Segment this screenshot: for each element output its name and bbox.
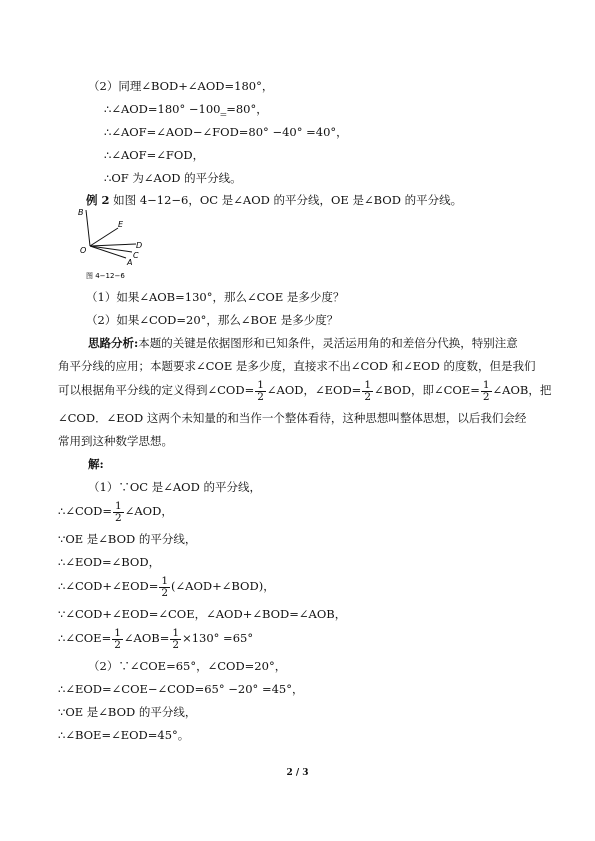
fraction-half: $\frac{1}{2}$ <box>257 378 264 403</box>
prev-line-5: ∴OF 为∠AOD 的平分线。 <box>104 171 242 185</box>
prev-line-2: ∴∠AOD=180° −100‗=80°， <box>104 102 268 116</box>
solution-text-7a: ∴∠COE= <box>58 631 112 645</box>
solution-line-6: ∵∠COD+∠EOD=∠COE，∠AOD+∠BOD=∠AOB， <box>58 607 347 621</box>
solution-text-2a: ∴∠COD= <box>58 504 113 518</box>
fraction-half: $\frac{1}{2}$ <box>482 378 490 403</box>
analysis-text-3c: ∠BOD，即∠COE= <box>374 383 480 397</box>
ray-oa <box>90 246 126 258</box>
example-label: 例 2 <box>86 193 110 207</box>
fraction-half: $\frac{1}{2}$ <box>172 626 180 651</box>
analysis-text-3d: ∠AOB，把 <box>492 383 552 397</box>
analysis-line-1 <box>88 335 518 351</box>
solution-text-5b: (∠AOD+∠BOD)， <box>171 579 275 593</box>
solution-text-5a: ∴∠COD+∠EOD= <box>58 579 159 593</box>
ray-oe <box>90 228 118 246</box>
solution-line-5 <box>58 574 275 599</box>
analysis-line-4: ∠COD．∠EOD 这两个未知量的和当作一个整体看待，这种思想叫整体思想，以后我们会经 <box>58 411 527 425</box>
solution-text-7b: ∠AOB= <box>123 631 170 645</box>
solution-text-2b: ∠AOD， <box>124 504 173 518</box>
question-1: （1）如果∠AOB=130°，那么∠COE 是多少度？ <box>86 290 345 304</box>
analysis-text-3a: 可以根据角平分线的定义得到∠COD= <box>58 383 255 397</box>
prev-line-1: （2）同理∠BOD+∠AOD=180°， <box>88 79 274 93</box>
ray-oc <box>90 246 132 252</box>
analysis-label: 思路分析: <box>88 336 139 350</box>
fraction-half: $\frac{1}{2}$ <box>364 378 371 403</box>
solution-text-7c: ×130° =65° <box>182 631 254 645</box>
analysis-line-2: 角平分线的应用；本题要求∠COE 是多少度，直接求不出∠COD 和∠EOD 的度数，但是我们 <box>58 359 536 373</box>
ray-ob <box>86 210 90 246</box>
fraction-half: $\frac{1}{2}$ <box>115 499 122 524</box>
prev-line-3: ∴∠AOF=∠AOD−∠FOD=80° −40° =40°， <box>104 125 348 139</box>
solution-line-2 <box>58 499 173 524</box>
example-text: 如图 4−12−6，OC 是∠AOD 的平分线，OE 是∠BOD 的平分线。 <box>113 193 463 207</box>
analysis-line-3 <box>58 378 551 403</box>
label-c: C <box>133 251 139 260</box>
solution-line-7 <box>58 626 253 651</box>
analysis-text-3b: ∠AOD，∠EOD= <box>266 383 362 397</box>
label-d: D <box>136 241 143 250</box>
angle-figure <box>78 206 158 282</box>
solution-line-11: ∴∠BOE=∠EOD=45°。 <box>58 728 190 742</box>
figure-caption: 图 4−12−6 <box>86 272 125 280</box>
label-e: E <box>118 220 124 229</box>
solution-line-10: ∵OE 是∠BOD 的平分线， <box>58 705 197 719</box>
label-a: A <box>127 258 133 267</box>
analysis-line-5: 常用到这种数学思想。 <box>58 434 173 448</box>
solution-line-4: ∴∠EOD=∠BOD， <box>58 555 161 569</box>
fraction-half: $\frac{1}{2}$ <box>114 626 121 651</box>
analysis-text-1: 本题的关键是依据图形和已知条件，灵活运用角的和差倍分代换，特别注意 <box>138 336 518 350</box>
solution-line-1: （1）∵OC 是∠AOD 的平分线， <box>88 480 261 494</box>
ray-od <box>90 244 136 246</box>
prev-line-4: ∴∠AOF=∠FOD， <box>104 148 205 162</box>
solution-line-8: （2）∵∠COE=65°，∠COD=20°， <box>88 659 287 673</box>
solution-label: 解: <box>88 457 104 471</box>
solution-line-3: ∵OE 是∠BOD 的平分线， <box>58 532 197 546</box>
label-b: B <box>78 208 84 217</box>
label-o: O <box>80 246 87 255</box>
fraction-half: $\frac{1}{2}$ <box>161 574 169 599</box>
page-number: 2 / 3 <box>286 768 309 778</box>
question-2: （2）如果∠COD=20°，那么∠BOE 是多少度？ <box>86 313 339 327</box>
solution-line-9: ∴∠EOD=∠COE−∠COD=65° −20° =45°， <box>58 682 304 696</box>
